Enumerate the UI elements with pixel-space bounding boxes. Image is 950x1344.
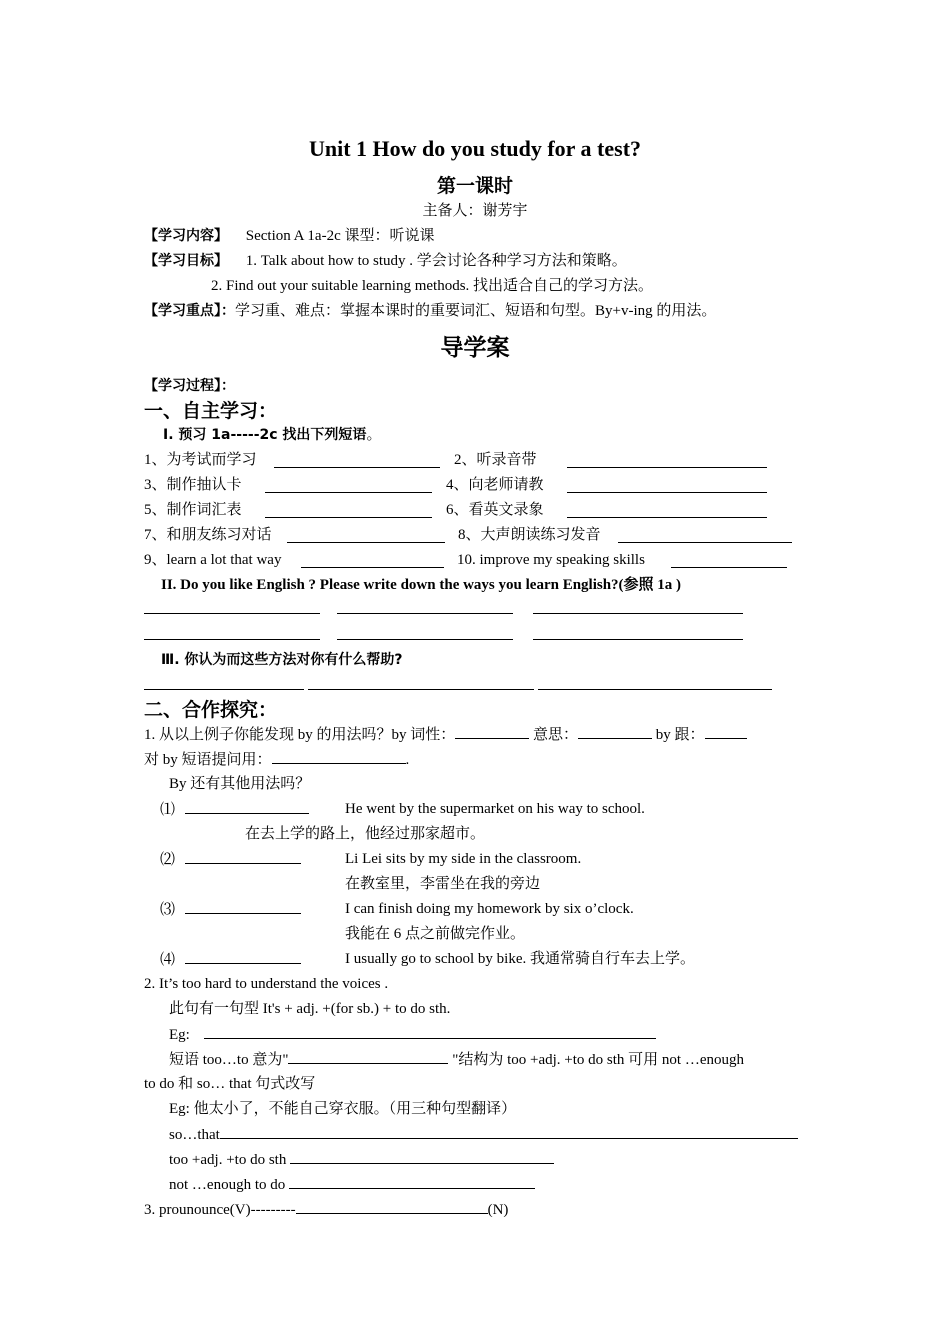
example-1-en: He went by the supermarket on his way to school.: [345, 801, 645, 817]
q2-eg2: Eg: 他太小了，不能自己穿衣服。（用三种句型翻译）: [169, 1101, 517, 1117]
by-meaning-blank[interactable]: [578, 724, 652, 739]
q3-end: (N): [487, 1202, 509, 1218]
phrase-7-text: 7、和朋友练习对话: [144, 527, 272, 543]
part1-title-text: Ⅰ. 预习 1a-----2c 找出下列短语: [163, 427, 367, 443]
q2-phrase-b: "结构为 too +adj. +to do sth 可用 not …enough: [448, 1052, 745, 1068]
example-3-num: ⑶: [160, 902, 176, 918]
phrase-7-blank[interactable]: [287, 542, 445, 543]
example-1: [160, 799, 309, 820]
phrase-9: [144, 550, 281, 570]
example-2-en: Li Lei sits by my side in the classroom.: [345, 851, 582, 867]
unit-title: Unit 1 How do you study for a test?: [308, 136, 642, 161]
phrase-3-blank[interactable]: [265, 492, 432, 493]
by-pos-blank[interactable]: [455, 724, 529, 739]
q2-phrase-row: [169, 1049, 744, 1070]
q2-line: 2. It’s too hard to understand the voices .: [144, 976, 389, 992]
phrase-8: [458, 525, 601, 545]
preparer: 主备人：谢芳宇: [422, 203, 528, 219]
help-blank-1[interactable]: [144, 689, 304, 690]
focus-text: 学习重、难点：掌握本课时的重要词汇、短语和句型。By+v-ing 的用法。: [235, 303, 717, 319]
part3-title: Ⅲ. 你认为而这些方法对你有什么帮助?: [161, 652, 403, 668]
q2-eg: Eg:: [169, 1027, 190, 1043]
help-blank-3[interactable]: [538, 689, 772, 690]
example-2-num: ⑵: [160, 852, 176, 868]
ways-blank-6[interactable]: [533, 639, 743, 640]
q2-too: too +adj. +to do sth: [169, 1152, 287, 1168]
example-2-zh: 在教室里，李雷坐在我的旁边: [345, 876, 541, 892]
example-1-num: ⑴: [160, 802, 176, 818]
example-3-zh: 我能在 6 点之前做完作业。: [345, 926, 526, 942]
example-2: [160, 849, 301, 870]
goal-label: 【学习目标】: [144, 253, 228, 269]
phrase-5: [144, 500, 242, 520]
goal-1: 1. Talk about how to study . 学会讨论各种学习方法和策略。: [245, 253, 627, 269]
q2-so: so…that: [169, 1127, 220, 1143]
example-4-en: I usually go to school by bike. 我通常骑自行车去上学。: [345, 951, 695, 967]
focus-row: [144, 301, 716, 321]
phrase-7: [144, 525, 272, 545]
phrase-2-blank[interactable]: [567, 467, 767, 468]
ways-blank-3[interactable]: [533, 613, 743, 614]
phrase-4-text: 4、向老师请教: [446, 477, 544, 493]
q1-text-c: by 跟：: [655, 727, 705, 743]
phrase-10: [457, 550, 645, 570]
q1-line2-end: .: [405, 752, 410, 768]
pronunciation-blank[interactable]: [296, 1199, 488, 1214]
q1-text-b: 意思：: [533, 727, 579, 743]
phrase-6: [446, 500, 544, 520]
too-to-meaning-blank[interactable]: [288, 1049, 448, 1064]
phrase-2: [454, 450, 537, 470]
q2-so-row: [169, 1124, 798, 1145]
phrase-10-blank[interactable]: [671, 567, 787, 568]
example-3-en: I can finish doing my homework by six o’clock.: [345, 901, 634, 917]
too-to-blank[interactable]: [290, 1149, 554, 1164]
example-3-blank[interactable]: [185, 899, 301, 914]
phrase-4: [446, 475, 544, 495]
by-question-blank[interactable]: [272, 749, 406, 764]
phrase-4-blank[interactable]: [567, 492, 767, 493]
q1-other: By 还有其他用法吗？: [169, 776, 311, 792]
q1-line2-text: 对 by 短语提问用：: [144, 752, 272, 768]
ways-blank-4[interactable]: [144, 639, 320, 640]
goal-2: 2. Find out your suitable learning methods. 找出适合自己的学习方法。: [211, 278, 654, 294]
q2-pattern: 此句有一句型 It's + adj. +(for sb.) + to do sth.: [169, 1001, 451, 1017]
so-that-blank[interactable]: [220, 1124, 798, 1139]
phrase-10-text: 10. improve my speaking skills: [457, 552, 645, 568]
part1-title: [163, 425, 381, 445]
example-3: [160, 899, 301, 920]
phrase-6-text: 6、看英文录象: [446, 502, 544, 518]
phrase-8-blank[interactable]: [618, 542, 792, 543]
phrase-1-blank[interactable]: [274, 467, 440, 468]
phrase-1-text: 1、为考试而学习: [144, 452, 257, 468]
ways-blank-1[interactable]: [144, 613, 320, 614]
content-text: Section A 1a-2c 课型：听说课: [245, 228, 435, 244]
goal-row: [144, 251, 627, 271]
phrase-3: [144, 475, 242, 495]
example-4-num: ⑷: [160, 952, 176, 968]
q1-text-a: 1. 从以上例子你能发现 by 的用法吗？by 词性：: [144, 727, 456, 743]
phrase-9-blank[interactable]: [301, 567, 444, 568]
focus-label: 【学习重点】：: [144, 303, 235, 319]
phrase-8-text: 8、大声朗读练习发音: [458, 527, 601, 543]
content-row: [144, 226, 434, 246]
phrase-5-blank[interactable]: [265, 517, 432, 518]
example-1-blank[interactable]: [185, 799, 309, 814]
part2-title: II. Do you like English ? Please write down the ways you learn English?(参照 1a ): [161, 577, 682, 593]
guide-title: 导学案: [440, 335, 510, 361]
q2-phrase-c: to do 和 so… that 句式改写: [144, 1076, 316, 1092]
section2-heading: 二、合作探究：: [144, 699, 278, 721]
q1-line1: [144, 724, 747, 745]
phrase-9-text: 9、learn a lot that way: [144, 552, 282, 568]
q2-eg-row: [169, 1024, 656, 1045]
ways-blank-2[interactable]: [337, 613, 513, 614]
example-2-blank[interactable]: [185, 849, 301, 864]
q2-eg-blank[interactable]: [204, 1024, 656, 1039]
q2-not: not …enough to do: [169, 1177, 286, 1193]
phrase-3-text: 3、制作抽认卡: [144, 477, 242, 493]
ways-blank-5[interactable]: [337, 639, 513, 640]
phrase-2-text: 2、听录音带: [454, 452, 537, 468]
section1-heading: 一、自主学习：: [144, 400, 278, 422]
q2-too-row: [169, 1149, 554, 1170]
example-4: [160, 949, 301, 970]
part1-title-end: 。: [366, 427, 382, 443]
q2-not-row: [169, 1174, 535, 1195]
lesson-title: 第一课时: [436, 175, 513, 197]
process-label: 【学习过程】：: [144, 378, 235, 394]
q3-row: [144, 1199, 508, 1220]
phrase-6-blank[interactable]: [567, 517, 767, 518]
example-4-blank[interactable]: [185, 949, 301, 964]
phrase-1: [144, 450, 257, 470]
example-1-zh: 在去上学的路上，他经过那家超市。: [245, 826, 486, 842]
by-follow-blank[interactable]: [705, 724, 747, 739]
content-label: 【学习内容】: [144, 228, 228, 244]
help-blank-2[interactable]: [308, 689, 534, 690]
q3-text: 3. prounounce(V)---------: [144, 1202, 296, 1218]
q1-line2: [144, 749, 409, 770]
q2-phrase-a: 短语 too…to 意为": [169, 1052, 289, 1068]
phrase-5-text: 5、制作词汇表: [144, 502, 242, 518]
not-enough-blank[interactable]: [289, 1174, 535, 1189]
